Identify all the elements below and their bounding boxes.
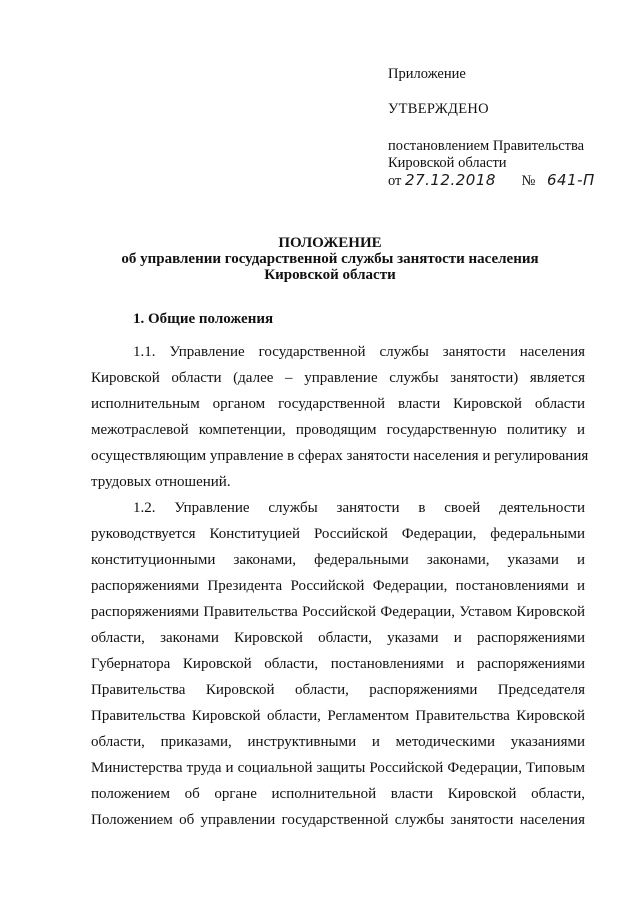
section-heading: 1. Общие положения xyxy=(133,311,274,327)
decree-line-2: Кировской области xyxy=(388,155,507,171)
text-line: межотраслевой компетенции, проводящим государственную политику и xyxy=(91,422,585,438)
decree-line-1: постановлением Правительства xyxy=(388,138,585,154)
text-line: исполнительным органом государственной власти Кировской области xyxy=(91,396,585,412)
paragraph-1-2 xyxy=(91,495,585,833)
text-line: руководствуется Конституцией Российской Федерации, федеральными xyxy=(91,526,585,542)
text-line: распоряжениями Правительства Российской Федерации, Уставом Кировской xyxy=(91,604,585,620)
text-line: Губернатора Кировской области, постановлениями и распоряжениями xyxy=(91,656,585,672)
text-line: распоряжениями Президента Российской Федерации, постановлениями и xyxy=(91,578,585,594)
title-line-3: Кировской области xyxy=(264,267,396,283)
number-sign: № xyxy=(521,173,536,189)
title-line-1: ПОЛОЖЕНИЕ xyxy=(278,235,382,251)
decree-block xyxy=(388,138,628,190)
text-line: области, законами Кировской области, указами и распоряжениями xyxy=(91,630,585,646)
document-title xyxy=(100,235,560,283)
text-line: Положением об управлении государственной службы занятости населения xyxy=(91,812,585,828)
approved-label: УТВЕРЖДЕНО xyxy=(388,101,489,117)
handwritten-number: 641-П xyxy=(547,171,595,189)
text-line: трудовых отношений. xyxy=(91,474,231,490)
handwritten-date: 27.12.2018 xyxy=(405,171,496,189)
decree-date-line xyxy=(388,172,628,190)
text-line: осуществляющим управление в сферах занятости населения и регулирования xyxy=(91,448,589,464)
paragraph-1-1 xyxy=(91,339,589,495)
text-line: области, приказами, инструктивными и методическими указаниями xyxy=(91,734,585,750)
title-line-2: об управлении государственной службы занятости населения xyxy=(121,251,539,267)
text-line: Правительства Кировской области, Регламентом Правительства Кировской xyxy=(91,708,585,724)
approval-header xyxy=(388,66,628,190)
document-body xyxy=(91,339,589,833)
appendix-label: Приложение xyxy=(388,66,466,82)
text-line: положением об органе исполнительной власти Кировской области, xyxy=(91,786,585,802)
text-line: Правительства Кировской области, распоряжениями Председателя xyxy=(91,682,585,698)
text-line: 1.2. Управление службы занятости в своей деятельности xyxy=(133,500,585,516)
text-line: Министерства труда и социальной защиты Российской Федерации, Типовым xyxy=(91,760,585,776)
text-line: Кировской области (далее – управление службы занятости) является xyxy=(91,370,585,386)
text-line: 1.1. Управление государственной службы занятости населения xyxy=(133,344,585,360)
text-line: конституционными законами, федеральными законами, указами и xyxy=(91,552,585,568)
date-prefix: от xyxy=(388,173,402,189)
